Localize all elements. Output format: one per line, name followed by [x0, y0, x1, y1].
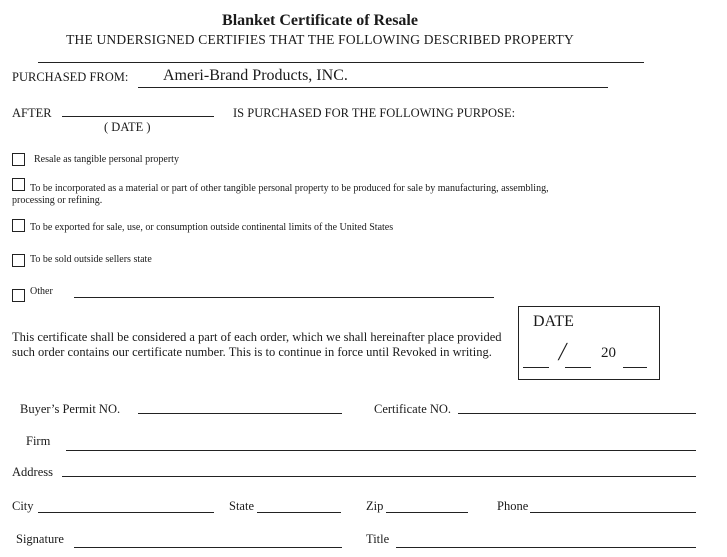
- option-other-field[interactable]: [74, 297, 494, 298]
- after-label: AFTER: [12, 106, 52, 120]
- city-label: City: [12, 499, 34, 513]
- statement-line-1: This certificate shall be considered a part of each order, which we shall hereinafter place provided: [12, 330, 502, 344]
- certificate-no-label: Certificate NO.: [374, 402, 452, 416]
- title-label: Title: [366, 532, 390, 546]
- buyers-permit-field[interactable]: [138, 413, 342, 414]
- purchased-from-field[interactable]: [138, 87, 608, 88]
- option-outside-state-label: To be sold outside sellers state: [30, 254, 152, 265]
- option-incorporated-checkbox[interactable]: [12, 178, 25, 191]
- certificate-no-field[interactable]: [458, 413, 696, 414]
- signature-field[interactable]: [74, 547, 342, 548]
- zip-label: Zip: [366, 499, 384, 513]
- date-month-field[interactable]: [523, 367, 549, 368]
- date-box-title: DATE: [533, 313, 574, 330]
- firm-field[interactable]: [66, 450, 696, 451]
- header-divider: [38, 62, 644, 63]
- date-day-field[interactable]: [565, 367, 591, 368]
- purpose-label: IS PURCHASED FOR THE FOLLOWING PURPOSE:: [233, 106, 516, 120]
- phone-label: Phone: [497, 499, 529, 513]
- option-outside-state-checkbox[interactable]: [12, 254, 25, 267]
- buyers-permit-label: Buyer’s Permit NO.: [20, 402, 121, 416]
- title-field[interactable]: [396, 547, 696, 548]
- after-date-field[interactable]: [62, 116, 214, 117]
- form-subtitle: THE UNDERSIGNED CERTIFIES THAT THE FOLLOWING DESCRIBED PROPERTY: [66, 32, 574, 47]
- date-century: 20: [601, 345, 616, 361]
- date-year-field[interactable]: [623, 367, 647, 368]
- option-other-checkbox[interactable]: [12, 289, 25, 302]
- date-box: [518, 306, 660, 380]
- address-field[interactable]: [62, 476, 696, 477]
- firm-label: Firm: [26, 434, 51, 448]
- option-incorporated-label: To be incorporated as a material or part of other tangible personal property to be produced for sale by manufacturing, assembling,: [30, 183, 549, 194]
- state-field[interactable]: [257, 512, 341, 513]
- purchased-from-value: Ameri-Brand Products, INC.: [163, 67, 348, 84]
- option-other-label: Other: [30, 286, 53, 297]
- state-label: State: [229, 499, 254, 513]
- zip-field[interactable]: [386, 512, 468, 513]
- option-incorporated-label-cont: processing or refining.: [12, 195, 103, 206]
- address-label: Address: [12, 465, 53, 479]
- option-exported-checkbox[interactable]: [12, 219, 25, 232]
- signature-label: Signature: [16, 532, 64, 546]
- statement-line-2: such order contains our certificate number. This is to continue in force until Revoked in writing.: [12, 345, 492, 359]
- option-exported-label: To be exported for sale, use, or consumption outside continental limits of the United States: [30, 222, 394, 233]
- option-resale-label: Resale as tangible personal property: [34, 154, 179, 165]
- purchased-from-label: PURCHASED FROM:: [12, 70, 129, 84]
- form-title: Blanket Certificate of Resale: [222, 12, 418, 29]
- phone-field[interactable]: [530, 512, 696, 513]
- date-caption: ( DATE ): [104, 120, 151, 134]
- city-field[interactable]: [38, 512, 214, 513]
- date-slash: /: [556, 337, 569, 366]
- option-resale-checkbox[interactable]: [12, 153, 25, 166]
